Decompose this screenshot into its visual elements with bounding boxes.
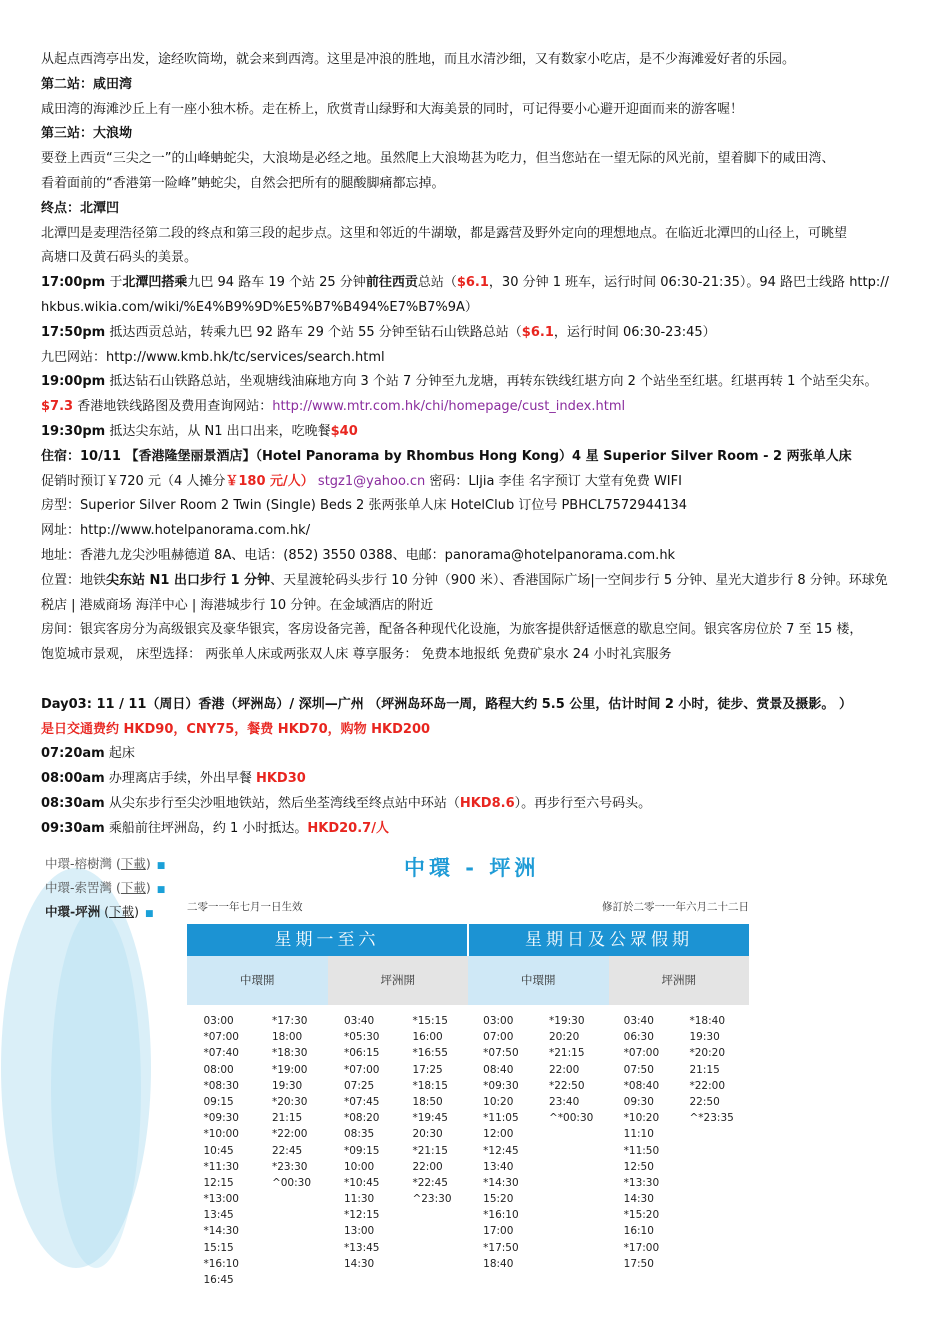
text-segment: 从尖东步行至尖沙咀地铁站，然后坐荃湾线至终点站中环站（	[104, 795, 460, 811]
time-column	[549, 1013, 593, 1288]
departure-time: 22:00	[549, 1063, 580, 1076]
departure-time: 09:15	[203, 1095, 234, 1108]
text-segment: 要登上西贡“三尖之一”的山峰蚺蛇尖，大浪坳是必经之地。虽然爬上大浪坳甚为吃力，但当您站在一望无际的风光前，望着脚下的咸田湾、	[41, 151, 835, 167]
text-line	[41, 767, 913, 792]
blank-line	[41, 668, 913, 693]
text-segment: 起床	[104, 746, 135, 762]
text-line	[41, 48, 913, 73]
departure-time: *22:45	[412, 1176, 448, 1189]
time-column	[203, 1013, 239, 1288]
departure-time: 17:25	[412, 1063, 443, 1076]
departure-time: 22:45	[271, 1144, 303, 1157]
text-segment: 税店 | 港威商场 海洋中心 | 海港城步行 10 分钟。在金域酒店的附近	[41, 597, 434, 613]
text-segment: 咸田湾的海滩沙丘上有一座小独木桥。走在桥上，欣赏青山绿野和大海美景的同时，可记得要小心避开迎面而来的游客喔！	[41, 101, 744, 117]
download-link[interactable]: 下載	[109, 904, 135, 919]
departure-time: 11:10	[623, 1128, 654, 1141]
text-segment: 房型：Superior Silver Room 2 Twin (Single) Beds 2 张两张单人床 HotelClub 订位号 PBHCL7572944134	[41, 498, 688, 514]
departure-time: 12:15	[203, 1176, 234, 1189]
text-segment: 乘船前往坪洲岛，约 1 小时抵达。	[104, 820, 308, 836]
departure-time: 14:30	[343, 1257, 375, 1270]
departure-time: ^23:30	[412, 1193, 452, 1206]
text-segment: HKD30	[255, 771, 306, 787]
departure-time: *06:15	[343, 1047, 380, 1060]
departure-time: *18:40	[689, 1015, 726, 1027]
text-segment: $7.3	[41, 399, 74, 415]
text-line	[41, 172, 913, 197]
departure-time: 03:40	[343, 1015, 375, 1027]
text-segment: 17:00pm	[41, 275, 106, 291]
departure-time: *13:00	[203, 1193, 239, 1206]
departure-time: *07:00	[343, 1063, 380, 1076]
departure-time: *10:20	[623, 1112, 660, 1125]
timetable-group-1	[328, 1005, 469, 1288]
weekday-header: 星期一至六	[187, 924, 467, 956]
text-segment: 饱览城市景观， 床型选择： 两张单人床或两张双人床 尊享服务： 免费本地报纸 免费矿泉水 24 小时礼宾服务	[41, 647, 672, 663]
departure-time: *22:00	[271, 1128, 308, 1141]
text-segment: 从起点西湾亭出发，途经吹筒坳，就会来到西湾。这里是冲浪的胜地，而且水清沙细，又有数家小吃店，是不少海滩爱好者的乐园。	[41, 52, 796, 67]
departure-time: 23:40	[549, 1095, 580, 1108]
text-line	[41, 122, 913, 147]
text-line	[41, 742, 913, 767]
text-line	[41, 321, 913, 346]
text-segment: ）。再步行至六号码头。	[514, 795, 652, 811]
departure-time: 17:00	[483, 1225, 514, 1238]
text-segment: 住宿：10/11 【香港隆堡丽景酒店】（Hotel Panorama by Rhombus Hong Kong）4 星 Superior Silver Room - 2 两张单人床	[41, 448, 852, 464]
text-line	[41, 594, 913, 619]
departure-time: *19:30	[549, 1015, 585, 1027]
departure-time: *12:15	[343, 1209, 380, 1222]
departure-time: *12:45	[483, 1144, 519, 1157]
text-line	[41, 569, 913, 594]
departure-time: 21:15	[689, 1063, 720, 1076]
text-line	[41, 519, 913, 544]
departure-time: 17:50	[623, 1257, 654, 1270]
text-segment: 房间：银宾客房分为高级银宾及豪华银宾，客房设备完善，配备各种现代化设施，为旅客提供舒适惬意的歇息空间。银宾客房位於 7 至 15 楼，	[41, 622, 863, 638]
route-link-peng-chau[interactable]: 中環-坪洲 (下載) ■	[45, 904, 154, 919]
departure-time: 10:00	[343, 1160, 375, 1173]
hyperlink[interactable]: stgz1@yahoo.cn	[317, 473, 426, 489]
text-segment: 看着面前的“香港第一险峰”蚺蛇尖，自然会把所有的腿酸脚痛都忘掉。	[41, 175, 445, 191]
departure-time: *07:50	[483, 1047, 519, 1060]
departure-time: ^*00:30	[549, 1112, 594, 1125]
subheader-pengchau-dep: 坪洲開	[609, 956, 750, 1005]
departure-time: *17:30	[271, 1015, 308, 1027]
text-line	[41, 792, 913, 817]
text-segment: $6.1	[521, 324, 554, 340]
departure-time: *07:45	[343, 1095, 380, 1108]
text-segment: Day03: 11 / 11（周日）香港（坪洲岛）/ 深圳—广州 （坪洲岛环岛一周，路程大约 5.5 公里，估计时间 2 小时，徒步、赏景及摄影。 ）	[41, 696, 852, 712]
departure-time: 21:15	[271, 1112, 303, 1125]
departure-time: 11:30	[343, 1193, 375, 1206]
route-name: 中環-榕樹灣	[45, 856, 113, 871]
departure-time: 03:40	[623, 1015, 654, 1027]
route-link-sok-kwu-wan[interactable]: 中環-索罟灣 (下載) ■	[45, 880, 166, 895]
departure-time: 19:30	[689, 1031, 720, 1044]
departure-time: *10:00	[203, 1128, 239, 1141]
text-line	[41, 445, 913, 470]
text-segment: 19:00pm	[41, 374, 106, 390]
route-name: 中環-坪洲	[45, 904, 101, 919]
departure-time: 08:00	[203, 1063, 234, 1076]
text-segment: 终点：北潭凹	[41, 200, 120, 216]
text-line	[41, 246, 913, 271]
time-column	[624, 1013, 660, 1288]
text-line	[41, 470, 913, 495]
text-line	[41, 346, 913, 371]
departure-time: *09:30	[203, 1112, 239, 1125]
departure-time: *15:20	[623, 1209, 660, 1222]
timetable	[187, 924, 749, 1288]
text-line	[41, 718, 913, 743]
text-segment: 19:30pm	[41, 423, 106, 439]
time-column	[412, 1013, 451, 1288]
departure-time: *05:30	[343, 1031, 380, 1044]
bullet-icon: ■	[156, 885, 166, 895]
departure-time: *17:50	[483, 1241, 519, 1254]
bullet-icon: ■	[156, 861, 166, 871]
text-segment: 九巴网站：http://www.kmb.hk/tc/services/search.html	[41, 349, 385, 365]
text-segment: 高塘口及黄石码头的美景。	[41, 250, 198, 266]
departure-time: 22:50	[689, 1095, 720, 1108]
departure-time: *15:15	[412, 1015, 448, 1027]
departure-time: *18:30	[271, 1047, 308, 1060]
text-segment: hkbus.wikia.com/wiki/%E4%B9%9D%E5%B7%B494%E7%B7%9A）	[41, 299, 478, 315]
subheader-central-dep: 中環開	[187, 956, 328, 1005]
text-segment: 密码：Lljia 李佳 名字预订 大堂有免费 WIFI	[425, 473, 682, 489]
text-segment: HKD8.6	[459, 795, 515, 811]
departure-time: 12:00	[483, 1128, 514, 1141]
departure-time: *23:30	[271, 1160, 308, 1173]
departure-time: 19:30	[271, 1079, 303, 1092]
text-line	[41, 693, 913, 718]
route-link-cheung-chau[interactable]: 中環-榕樹灣 (下載) ■	[45, 856, 166, 871]
departure-time: *14:30	[483, 1176, 519, 1189]
departure-time: 16:00	[412, 1031, 443, 1044]
departure-time: *11:05	[483, 1112, 519, 1125]
departure-time: ^*23:35	[689, 1112, 734, 1125]
text-line	[41, 817, 913, 842]
text-segment: ，30 分钟 1 班车，运行时间 06:30-21:35）。94 路巴士线路 http://	[488, 275, 890, 291]
text-segment: 抵达西贡总站，转乘九巴 92 路车 29 个站 55 分钟至钻石山铁路总站（	[105, 324, 522, 340]
text-segment: ，运行时间 06:30-23:45）	[553, 324, 716, 340]
subheader-pengchau-dep: 坪洲開	[328, 956, 469, 1005]
document-body	[41, 48, 913, 842]
departure-time: 13:40	[483, 1160, 514, 1173]
departure-time: ^00:30	[271, 1176, 311, 1189]
departure-time: 22:00	[412, 1160, 443, 1173]
text-line	[41, 618, 913, 643]
departure-time: 18:40	[483, 1257, 514, 1270]
bullet-icon: ■	[144, 909, 154, 919]
departure-time: 07:25	[343, 1079, 375, 1092]
subheader-central-dep: 中環開	[468, 956, 609, 1005]
text-segment: 第三站：大浪坳	[41, 126, 133, 142]
revised-date: 修訂於二零一一年六月二十二日	[602, 901, 749, 913]
text-segment: 网址：http://www.hotelpanorama.com.hk/	[41, 523, 311, 539]
departure-time: *07:00	[203, 1031, 239, 1044]
holiday-header: 星期日及公眾假期	[467, 924, 749, 956]
departure-time: 16:10	[623, 1225, 654, 1238]
departure-time: *19:45	[412, 1112, 448, 1125]
text-line	[41, 271, 913, 296]
departure-time: *20:20	[689, 1047, 726, 1060]
departure-time: *18:15	[412, 1079, 448, 1092]
departure-time: *11:30	[203, 1160, 239, 1173]
text-segment: HKD20.7/人	[307, 820, 389, 836]
text-line	[41, 544, 913, 569]
text-segment: 北潭凹搭乘	[122, 275, 188, 291]
effective-date: 二零一一年七月一日生效	[187, 901, 303, 913]
text-line	[41, 395, 913, 420]
text-segment: 第二站：咸田湾	[41, 76, 133, 92]
departure-time: 07:50	[623, 1063, 654, 1076]
departure-time: 15:20	[483, 1193, 514, 1206]
departure-time: *16:10	[203, 1257, 239, 1270]
departure-time: 12:50	[623, 1160, 654, 1173]
text-line	[41, 296, 913, 321]
departure-time: *07:00	[623, 1047, 660, 1060]
text-segment: 09:30am	[41, 820, 105, 836]
departure-time: 08:40	[483, 1063, 514, 1076]
departure-time: 14:30	[623, 1193, 654, 1206]
time-column	[272, 1013, 311, 1288]
departure-time: *19:00	[271, 1063, 308, 1076]
departure-time: 03:00	[483, 1015, 514, 1027]
timetable-group-2	[468, 1005, 609, 1288]
departure-time: *09:15	[343, 1144, 380, 1157]
text-segment: 总站（	[417, 275, 457, 291]
text-segment: 17:50pm	[41, 324, 106, 340]
text-line	[41, 147, 913, 172]
text-segment: ￥180 元/人）	[225, 473, 314, 489]
departure-time: 03:00	[203, 1015, 234, 1027]
download-link[interactable]: 下載	[120, 856, 146, 871]
departure-time: *20:30	[271, 1095, 308, 1108]
text-segment: 是日交通费约 HKD90，CNY75，餐费 HKD70，购物 HKD200	[41, 721, 431, 737]
time-column	[344, 1013, 380, 1288]
timetable-columns	[187, 1005, 749, 1288]
text-line	[41, 98, 913, 123]
departure-time: 20:20	[549, 1031, 580, 1044]
departure-time: *21:15	[412, 1144, 448, 1157]
text-line	[41, 643, 913, 668]
text-line	[41, 222, 913, 247]
timetable-group-3	[609, 1005, 750, 1288]
text-line	[41, 73, 913, 98]
text-segment: 办理离店手续，外出早餐	[104, 771, 256, 787]
departure-time: 18:50	[412, 1095, 443, 1108]
departure-time: *08:40	[623, 1079, 660, 1092]
departure-time: *13:30	[623, 1176, 660, 1189]
departure-time: 09:30	[623, 1095, 654, 1108]
download-link[interactable]: 下載	[120, 880, 146, 895]
text-segment: 前往西贡	[365, 275, 418, 291]
text-segment: 08:00am	[41, 771, 105, 787]
departure-time: *22:00	[689, 1079, 726, 1092]
departure-time: 13:45	[203, 1209, 234, 1222]
text-segment: 、天星渡轮码头步行 10 分钟（900 米）、香港国际广场|一空间步行 5 分钟、星光大道步行 8 分钟。环球免	[270, 572, 888, 588]
departure-time: *16:10	[483, 1209, 519, 1222]
departure-time: *08:20	[343, 1112, 380, 1125]
text-segment: 促销时预订￥720 元（4 人摊分	[41, 473, 226, 489]
route-name: 中環-索罟灣	[45, 880, 113, 895]
text-segment: 于	[105, 275, 123, 291]
text-line	[41, 370, 913, 395]
departure-time: *11:50	[623, 1144, 660, 1157]
decorative-swoosh	[51, 908, 141, 1268]
departure-time: 18:00	[271, 1031, 303, 1044]
departure-time: *22:50	[549, 1079, 585, 1092]
departure-time: *08:30	[203, 1079, 239, 1092]
departure-time: *16:55	[412, 1047, 448, 1060]
departure-time: *10:45	[343, 1176, 380, 1189]
ferry-timetable-image	[41, 848, 757, 1286]
text-segment: 香港地铁线路图及费用查询网站：	[73, 399, 273, 415]
departure-time: *09:30	[483, 1079, 519, 1092]
departure-time: 16:45	[203, 1274, 234, 1286]
text-segment: 抵达尖东站，从 N1 出口出来，吃晚餐	[105, 423, 331, 439]
departure-time: *14:30	[203, 1225, 239, 1238]
text-segment: 北潭凹是麦理浩径第二段的终点和第三段的起步点。这里和邻近的牛湖墩，都是露营及野外定向的理想地点。在临近北潭凹的山径上，可眺望	[41, 225, 848, 241]
text-segment: 07:20am	[41, 746, 105, 762]
timetable-group-0	[187, 1005, 328, 1288]
departure-time: 06:30	[623, 1031, 654, 1044]
text-segment: 抵达钻石山铁路总站，坐观塘线油麻地方向 3 个站 7 分钟至九龙塘，再转东铁线红堪方向 2 个站坐至红堪。红堪再转 1 个站至尖东。	[105, 374, 878, 390]
text-segment: 位置：地铁	[41, 572, 107, 588]
ferry-route-list	[45, 852, 165, 924]
text-segment: 九巴 94 路车 19 个站 25 分钟	[187, 275, 366, 291]
departure-time: 07:00	[483, 1031, 514, 1044]
departure-time: 10:45	[203, 1144, 234, 1157]
hyperlink[interactable]: http://www.mtr.com.hk/chi/homepage/cust_index.html	[272, 399, 626, 415]
text-segment: $6.1	[456, 275, 489, 291]
departure-time: *07:40	[203, 1047, 239, 1060]
text-segment: 尖东站 N1 出口步行 1 分钟	[106, 572, 271, 588]
departure-time: 15:15	[203, 1241, 234, 1254]
text-line	[41, 420, 913, 445]
text-line	[41, 197, 913, 222]
timetable-title: 中環 - 坪洲	[404, 856, 540, 880]
departure-time: 08:35	[343, 1128, 375, 1141]
text-line	[41, 494, 913, 519]
departure-time: *21:15	[549, 1047, 585, 1060]
text-segment: 08:30am	[41, 795, 105, 811]
text-segment: $40	[330, 423, 358, 439]
departure-time: *13:45	[343, 1241, 380, 1254]
text-segment: 地址：香港九龙尖沙咀赫德道 8A、电话：(852) 3550 0388、电邮：panorama@hotelpanorama.com.hk	[41, 547, 676, 563]
departure-time: *17:00	[623, 1241, 660, 1254]
time-column	[690, 1013, 734, 1288]
time-column	[483, 1013, 519, 1288]
departure-time: 10:20	[483, 1095, 514, 1108]
departure-time: 20:30	[412, 1128, 443, 1141]
departure-time: 13:00	[343, 1225, 375, 1238]
